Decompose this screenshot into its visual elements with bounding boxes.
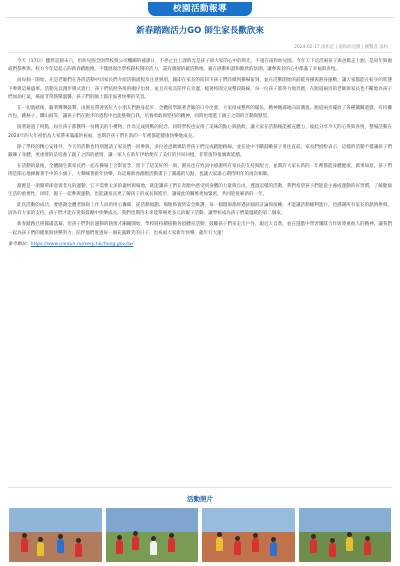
child-figure bbox=[346, 537, 353, 551]
header-title: 校園活動報導 bbox=[172, 4, 227, 14]
article-paragraph: 而每個一開始，先是老師們在各班活動中同家長們介紹活動流程及注意事項，隨即在家長的陪同下孩子們陸續到操場報到，並在活動開始的前暖身操與熱身運動，讓大家都能在較少的狀態下參與這場盛事。活動先以跑步模式進行，孩子們依照各班的順序出發，並且有家長陪伴在旁邊，繞著校園完成整段路線，每一位孩子都努力地奔跑，在跑道兩旁的老師與家長也不斷地為孩子們加油打氣，場面非常熱鬧溫馨，孩子們的臉上都洋溢著快樂的笑容。 bbox=[8, 78, 392, 100]
article-paragraph: 在一切就緒後，隨著聲聲鼓聲，由園長帶著各位大小朋友們熱身起步，全體同學跟著老師的口令出發，大家排成整齊的隊伍，精神飽滿地向前邁進。跑道兩旁擺放了各種闖關遊戲，有投擲沙包、跳格子、鑽山洞等，讓孩子們在跑步的過程中也能挑戰自我，培養勇敢與堅持的精神，同時也增進了親子之間的互動與默契。 bbox=[8, 106, 392, 120]
article-paragraph: 踏跑是一項簡單卻意義非凡的運動，它不需要太多的器材與場地，就能讓孩子們在奔跑中感受到身體的力量與自由。透過這樣的活動，我們希望孩子們能從小養成運動的好習慣，了解健康生活的重要性。同時，親子一起參與運動，也能讓家長更了解孩子的成長與進步，讓彼此的關係更加緊密，共同迎接嶄新的一年。 bbox=[8, 183, 392, 197]
article-paragraph: 在活動的最後，全體師生與家長們一起在操場上合影留念，留下了這美好的一刻。園長也在致詞中感謝所有家長的支持與配合，並期許大家在新的一年裡都能身體健康、萬事如意。孩子們則是開心地揮舞著手中的小旗子，大聲喊著新年快樂，為這場新春踏跑活動畫下了圓滿的句點，也讓大家滿心期待明年的再次相聚。 bbox=[8, 164, 392, 178]
header-banner bbox=[148, 2, 252, 16]
reference-label: 參考網址： bbox=[8, 241, 31, 247]
article-paragraph: 除了學校的精心安排外，今天的活動也特別邀請了家長們一同參與，多位爸爸媽媽陪伴孩子們完成踏跑路線，並在途中不斷鼓勵孩子勇往直前。家長們紛紛表示，這樣的活動不僅讓孩子們鍛鍊了身體，更重要的是培養了親子之間的感情，讓一家人在新年伊始便有了美好的共同回憶，非常值得推廣與延續。 bbox=[8, 144, 392, 159]
reference-line bbox=[8, 241, 392, 249]
child-figure bbox=[75, 543, 82, 557]
activity-photo[interactable] bbox=[299, 508, 392, 562]
child-figure bbox=[37, 542, 44, 556]
child-figure bbox=[150, 541, 157, 555]
child-figure bbox=[116, 540, 123, 554]
child-figure bbox=[57, 539, 64, 553]
article-body bbox=[8, 58, 392, 249]
photo-sky bbox=[106, 508, 199, 532]
child-figure bbox=[329, 543, 336, 557]
activity-photo[interactable] bbox=[202, 508, 295, 562]
photo-gallery bbox=[9, 508, 391, 562]
child-figure bbox=[252, 538, 259, 552]
child-figure bbox=[168, 538, 175, 552]
child-figure bbox=[132, 536, 139, 550]
child-figure bbox=[21, 538, 28, 552]
child-figure bbox=[270, 542, 277, 556]
article-paragraph: 此次活動的成功，要感謝全體老師與工作人員的用心籌備，從活動規劃、場地佈置到安全維護，每一個環節都經過詳細的討論與演練，才能讓活動順利進行。也感謝所有家長的熱情參與，因為有大家的支持，孩子們才能在愛與鼓勵中快樂成長，我們也期待未來能舉辦更多元的親子活動，讓學校成為孩子們最溫暖的第二個家。 bbox=[8, 203, 392, 217]
child-figure bbox=[234, 541, 241, 555]
activity-photo[interactable] bbox=[9, 508, 102, 562]
header-divider bbox=[6, 17, 394, 18]
article-meta: 2024-02-17 南和記 | 南和幼兒園 | 瀏覽者 南和 bbox=[294, 45, 388, 50]
photos-title: 活動照片 bbox=[187, 495, 213, 503]
photo-sky bbox=[202, 508, 295, 532]
article-paragraph: 今天（17日）雖然是週末六，但幼兒園全園學校與公司機關的補課日，不停止往上課時光是孩子與大家的心中的時光，不過在南和幼兒園，今年天下這活兩孩子與爸媽走上跑，是同年與親戚們都參與。校方今年這起心的新春踏跑跑，不僅展現出學校跟校園的活力，還有幾層的確活動地，親在感動和諧和歡欣的氛圍，讓參與者的心中都滿了幸福與喜悅。 bbox=[8, 59, 392, 73]
article-paragraph: 新春踏跑已經圓滿落幕，但孩子們對於運動的熱情才剛剛開始。學校將持續推動各項體育活動，鼓勵孩子們多走出戶外，親近大自然，並在遊戲中學習團隊合作與尊重他人的精神。讓我們一起為孩子們的健康與快樂努力，陪伴他們度過每一個充滿歡笑的日子，也祝福大家新年快樂，龍年行大運！ bbox=[8, 222, 392, 236]
photo-sky bbox=[9, 508, 102, 532]
activity-photo[interactable] bbox=[106, 508, 199, 562]
photo-sky bbox=[299, 508, 392, 532]
child-figure bbox=[364, 541, 371, 555]
article-title: 新春踏跑活力GO 師生家長歡欣來 bbox=[136, 26, 264, 36]
photos-divider bbox=[8, 487, 392, 488]
article-paragraph: 接著通過了終點，每位孩子都獲得一份精美的小禮物，作為完成挑戰的紀念。同時學校也安排了美味的點心與熱飲，讓大家在活動後能補充體力，彼此分享今天的心得與喜悅，整場活動在2024年的大年初始為大家帶來滿滿的祝福，也期許孩子們在新的一年裡都能健康快樂地成長。 bbox=[8, 125, 392, 139]
reference-link[interactable]: https://www.nantun-nursery.taichung.gov.tw/ bbox=[30, 241, 134, 247]
title-divider bbox=[8, 52, 392, 53]
child-figure bbox=[310, 539, 317, 553]
child-figure bbox=[216, 537, 223, 551]
